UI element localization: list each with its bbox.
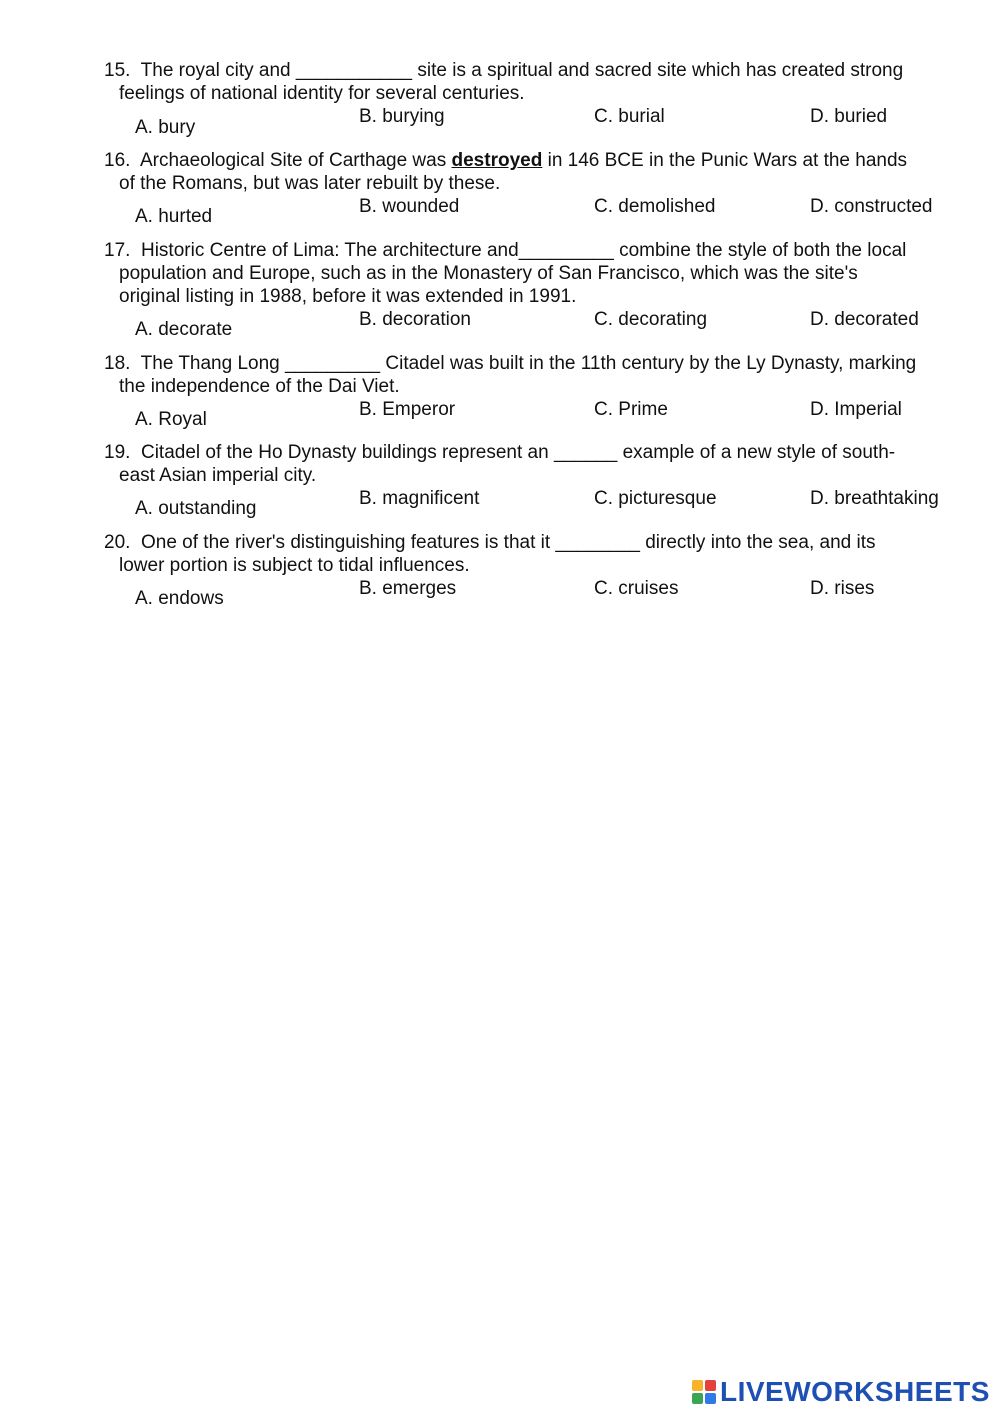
option-b[interactable]: B. magnificent: [359, 488, 480, 509]
question-number: 20.: [104, 532, 131, 553]
option-c[interactable]: C. demolished: [594, 196, 716, 217]
question-text-line: The Thang Long _________ Citadel was built in the 11th century by the Ly Dynasty, marking: [140, 353, 917, 374]
question-text-line: Citadel of the Ho Dynasty buildings represent an ______ example of a new style of south-: [140, 442, 896, 463]
question-text-line: feelings of national identity for several centuries.: [119, 83, 525, 104]
liveworksheets-logo-icon: [692, 1379, 718, 1405]
question-number: 15.: [104, 60, 131, 81]
question-number: 16.: [104, 150, 131, 171]
option-c[interactable]: C. burial: [594, 106, 665, 127]
question-text-line: Historic Centre of Lima: The architecture and_________ combine the style of both the local: [140, 240, 907, 261]
question-text-line: lower portion is subject to tidal influences.: [119, 555, 470, 576]
question-18: [104, 352, 974, 398]
question-17: [104, 239, 974, 308]
question-stem: [104, 352, 974, 398]
logo-text: LIVEWORKSHEETS: [720, 1376, 990, 1407]
question-text-line: original listing in 1988, before it was extended in 1991.: [119, 286, 577, 307]
question-stem: [104, 441, 974, 487]
question-text-line: One of the river's distinguishing features is that it ________ directly into the sea, and its: [140, 532, 876, 553]
option-c[interactable]: C. cruises: [594, 578, 679, 599]
question-text-line: the independence of the Dai Viet.: [119, 376, 400, 397]
liveworksheets-logo: [692, 1377, 990, 1407]
highlighted-word: destroyed: [451, 150, 543, 171]
question-20: [104, 531, 974, 577]
question-stem: [104, 239, 974, 308]
option-d[interactable]: D. rises: [810, 578, 875, 599]
option-a[interactable]: A. decorate: [135, 319, 233, 340]
question-text-line: population and Europe, such as in the Monastery of San Francisco, which was the site's: [119, 263, 858, 284]
question-text-line: Archaeological Site of Carthage was: [139, 150, 452, 171]
question-text-line: in 146 BCE in the Punic Wars at the hands: [542, 150, 908, 171]
option-a[interactable]: A. Royal: [135, 409, 207, 430]
option-a[interactable]: A. outstanding: [135, 498, 257, 519]
option-b[interactable]: B. Emperor: [359, 399, 456, 420]
question-16: [104, 149, 974, 195]
question-number: 19.: [104, 442, 131, 463]
option-a[interactable]: A. hurted: [135, 206, 213, 227]
question-text-line: east Asian imperial city.: [119, 465, 317, 486]
option-a[interactable]: A. bury: [135, 117, 196, 138]
option-c[interactable]: C. decorating: [594, 309, 708, 330]
question-stem: [104, 531, 974, 577]
option-d[interactable]: D. constructed: [810, 196, 933, 217]
option-b[interactable]: B. wounded: [359, 196, 460, 217]
question-15: [104, 59, 974, 105]
option-d[interactable]: D. buried: [810, 106, 888, 127]
option-b[interactable]: B. emerges: [359, 578, 457, 599]
option-b[interactable]: B. burying: [359, 106, 445, 127]
question-text-line: The royal city and ___________ site is a spiritual and sacred site which has created strong: [140, 60, 904, 81]
option-d[interactable]: D. breathtaking: [810, 488, 939, 509]
option-c[interactable]: C. Prime: [594, 399, 668, 420]
option-d[interactable]: D. decorated: [810, 309, 919, 330]
question-number: 18.: [104, 353, 131, 374]
option-d[interactable]: D. Imperial: [810, 399, 902, 420]
question-number: 17.: [104, 240, 131, 261]
question-19: [104, 441, 974, 487]
option-c[interactable]: C. picturesque: [594, 488, 717, 509]
question-stem: [104, 59, 974, 105]
question-text-line: of the Romans, but was later rebuilt by these.: [119, 173, 501, 194]
question-stem: [104, 149, 974, 195]
option-b[interactable]: B. decoration: [359, 309, 471, 330]
option-a[interactable]: A. endows: [135, 588, 224, 609]
